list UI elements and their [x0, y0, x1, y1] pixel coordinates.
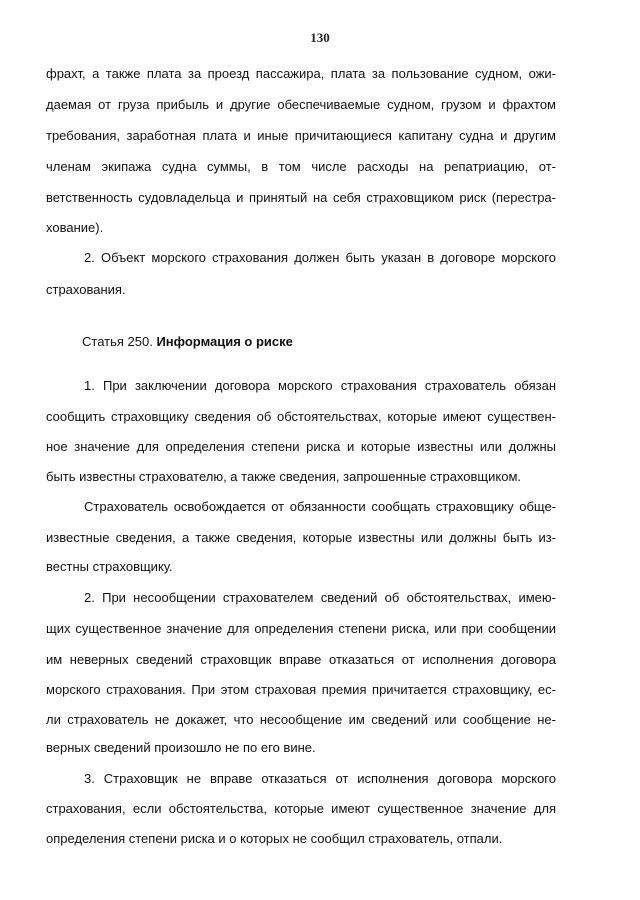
text-line: вестны страховщику. — [46, 559, 173, 574]
text-line: известные сведения, а также сведения, которые известны или должны быть из- — [46, 530, 556, 545]
text-line: страхования. — [46, 282, 126, 297]
text-line: им неверных сведений страховщик вправе отказаться от исполнения договора — [46, 652, 556, 667]
text-line: щих существенное значение для определения степени риска, или при сообщении — [46, 621, 556, 636]
text-line: ветственность судовладельца и принятый на себя страховщиком риск (перестра- — [46, 190, 556, 205]
article-heading — [82, 334, 293, 350]
text-line: ное значение для определения степени риска и которые известны или должны — [46, 439, 556, 454]
text-line: быть известны страхователю, а также сведения, запрошенные страховщиком. — [46, 469, 521, 484]
text-line: хование). — [46, 220, 104, 235]
text-line: страхования, если обстоятельства, которые имеют существенное значение для — [46, 801, 556, 816]
text-line: даемая от груза прибыль и другие обеспечиваемые судном, грузом и фрахтом — [46, 97, 556, 112]
text-line: требования, заработная плата и иные причитающиеся капитану судна и другим — [46, 128, 556, 143]
page-number: 130 — [310, 30, 330, 45]
text-line: фрахт, а также плата за проезд пассажира, плата за пользование судном, ожи- — [46, 66, 556, 81]
text-line: определения степени риска и о которых не сообщил страхователь, отпали. — [46, 831, 503, 846]
text-line: членам экипажа судна суммы, в том числе расходы на репатриацию, от- — [46, 159, 556, 174]
text-line: сообщить страховщику сведения об обстоятельствах, которые имеют существен- — [46, 409, 556, 424]
paragraph-first-line: Страхователь освобождается от обязанности сообщать страховщику обще- — [84, 499, 556, 514]
text-line: ли страхователь не докажет, что несообщение им сведений или сообщение не- — [46, 712, 556, 727]
article-title: Информация о риске — [156, 334, 293, 349]
article-number: Статья 250. — [82, 334, 153, 349]
paragraph-first-line: 3. Страховщик не вправе отказаться от исполнения договора морского — [84, 771, 556, 786]
paragraph-first-line: 1. При заключении договора морского страхования страхователь обязан — [84, 378, 556, 393]
paragraph-first-line: 2. При несообщении страхователем сведений об обстоятельствах, имею- — [84, 590, 556, 605]
text-line: верных сведений произошло не по его вине. — [46, 740, 316, 755]
text-line: морского страхования. При этом страховая премия причитается страховщику, ес- — [46, 682, 556, 697]
paragraph-first-line: 2. Объект морского страхования должен быть указан в договоре морского — [84, 250, 556, 265]
